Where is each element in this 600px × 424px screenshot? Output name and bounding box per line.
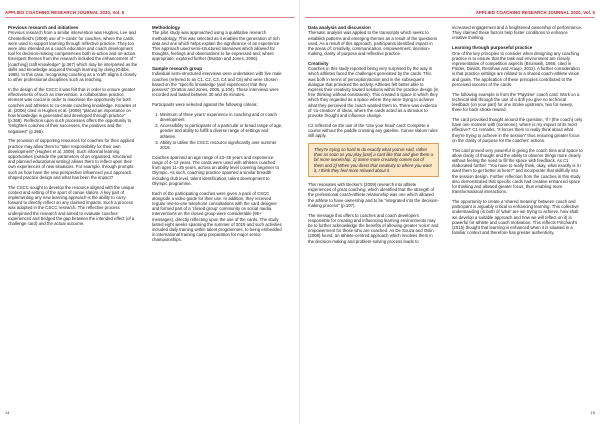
paragraph: Individual semi-structured interviews were undertaken with five male coaches (referred to as C1, C2, C3, C4 and C5) who were chosen based on the "specific knowledge (and experience) that they possess" (Gratton and Jones, 2005, p.104). These interviews were recorded and lasted between 30 and 45 minutes. — [152, 71, 282, 98]
paragraph: Each of the participating coaches were given a pack of CSCC alongside a video guide for their use. In addition, they received regular one-to-one telephone consultations with the card designer and formed part of a 'closed group' community on social media. Interventions on the closed group were considerable (95+ messages), directly reflecting upon the use of the cards. The study lasted eight weeks spanning the summer of 2019 and such activities included daily training within talent programmes, to being embedded in international training camp preparation for major senior championships. — [152, 190, 282, 243]
paragraph: In the design of the CSCC it was felt that in order to ensure greater effectiveness of such an intervention, a collaborative practice element was crucial in order to maximise the opportunity for both coaches and athletes to co-create coaching knowledge. Knowles et al. (2006) cited in Hughes et al. (2009) "placed an importance on how knowledge is generated and developed through practice" (p.368). Reflection upon such processes offers the opportunity to "enlighten coaches of their successes, the positives and the negatives" (p.368). — [8, 86, 137, 134]
paragraph: The card provoked thought around the question, 'If I (the coach) only have one moment with (someone), where is my impact at its most effective?' C1 remarks, "it forces them to really think about what they're trying to achieve in the session" thus ensuring greater focus on the clarity of purpose for the coaches' actions. — [452, 116, 583, 143]
header-rule-right — [305, 17, 595, 18]
paragraph: Coaches in this study reported being very surprised by the way in which athletes faced the challenges generated by the cards. This was both in terms of perception/action and in the subsequent dialogue that provoked the activity. Athletes felt better able to express their creativity toward solutions within the practice design (in free thinking without constraints). This created a space in which they which they regarded as a space where they were trying to achieve what they perceived the coach wanted them to. There was evidence of 'co-creation' of ideas, where the cards acted as a stimulus to provoke thought and influence change. — [308, 66, 439, 119]
page-number-right: 15 — [590, 410, 595, 415]
paragraph: increased engagement and a heightened ownership of performance. They claimed these factors help foster conditions to enhance creative thinking. — [452, 25, 583, 41]
paragraph: The CSCC sought to develop the resource aligned with the unique context and setting of the sport of canoe slalom. A key part of implementing any new learning approach is the ability to carry-forward to directly reflect on any claimed impacts. Such a process was adopted in the CSCC research. The reflective process underpinned the research and aimed to evaluate coaches' experiences and bridged the gap between the intended effect (of a challenge card) and the actual outcome. — [8, 184, 135, 226]
section-heading-previous-research: Previous research and initiatives — [8, 25, 79, 30]
right-page — [300, 0, 600, 424]
column-1 — [8, 25, 139, 415]
paragraph: The pilot study was approached using a qualitative research methodology. This was selected as it enables the generation of rich data and one which helps explain the significance of an experience. This approach used semi-structured interviews which allowed for thoughts, feelings and observations to be expressed and, where appropriate, explored further (Bratton and Jones, 2005). — [152, 30, 281, 62]
criteria-list — [152, 112, 283, 150]
criteria-item: 2. Accessibility to participants of a particular or broad range of age, gender and ability to fulfill a diverse range of settings and athletes — [160, 123, 283, 139]
column-2 — [152, 25, 283, 415]
paragraph: Participants were selected against the following criteria: — [152, 102, 258, 108]
section-heading-data-analysis: Data analysis and discussion — [308, 25, 371, 30]
criteria-item: 3. Ability to utilise the CSCC resource significantly over summer 2019. — [160, 140, 283, 150]
section-heading-creativity: Creativity — [308, 60, 329, 66]
section-heading-sample-group: Sample research group — [152, 66, 203, 72]
paragraph: Thematic analysis was applied to the transcripts which seeks to establish patterns and emerging themes as a result of the questions used. As a result of this approach, participants identified impact in the areas of: creativity, communication, empowerment, decision-making, clarity of purpose and reflective practice. — [308, 30, 437, 57]
criteria-item: 1. Minimum of three years' experience in coaching and or coach development — [160, 112, 283, 122]
paragraph: Coaches spanned an age range of 23–35 years and experience range of 4–12 years. The cards were used with athletes coached from ages 11–35 years, across an ability level covering beginner to Olympic. As such, coaching practice spanned a similar breadth including club level, talent identification, talent development to Olympic programme. — [152, 154, 279, 186]
paragraph: This resonates with Becker's (2009) research into athlete experiences of great coaching, which identified that the strength of the professional coach-athlete relationship was one which allowed the athlete to have ownership and to be "integrated into the decision-making process" (p.107). — [308, 182, 439, 208]
page-number-left: 14 — [5, 410, 10, 415]
paragraph: This card proved very powerful in giving the coach time and space to allow clarity of thought and the ability to observe things more clearly without feeling the need to fill the space with feedback. As C1 elaborated further: "You have to really think, okay, what exactly is it I want them to get better at here?" and incorporate that skillfully into the session design. Further reflection from the coaches in this study also demonstrated that specific cards had creative enhanced space for thinking and allowed greater focus, thus enabling more transformational interactions. — [452, 147, 583, 195]
running-head-right: APPLIED COACHING RESEARCH JOURNAL 2020, Vol. 5 — [475, 10, 595, 15]
pull-quote-box: They're trying so hard to do exactly what you've said, rather than as soon as you play [use] a card like that and give them a bit more ownership: 1) Some more creativity comes out of them and 2) When you direct that creativity to where you want it, I think they feel more relaxed about it. — [308, 143, 439, 177]
running-head-left: APPLIED COACHING RESEARCH JOURNAL 2020, Vol. 5 — [5, 10, 125, 15]
paragraph: The provision of supporting resources for coaches for their applied practice may allow them to "take responsibility for their own development" (Hughes et al. 2009). Such informal learning opportunities (outside the parameters of an organised, structured and planned educational setting) allows them to reflect upon their own experiences of new situations. For example, through prompts such as how have the new perspective influenced your approach, shaped practice design and what has been the impact? — [8, 138, 135, 180]
section-heading-methodology: Methodology — [152, 25, 180, 30]
header-rule-left — [5, 17, 295, 18]
section-heading-learning: Learning through purposeful practice — [452, 45, 533, 51]
paragraph: The opportunity to create a 'shared meaning' between coach and participant is arguably critical to enhancing learning. This collective understanding (in both of 'what' are we trying to achieve, how shall we develop a suitable approach and how we will reflect on it) is powerful for athlete and coach motivation. This reflects Pritchard's (2015) thought that learning is enhanced when it is situated in a familiar context and therefore has greater authenticity. — [452, 198, 579, 236]
paragraph: One of the key principles to consider when designing any coaching practice is to ensure that the task and environment are closely representative of competition aspects (Brunswik, 1956, cited in Pinder, Davids, Renshaw and Araujo, 2011). A further consideration is that practice settings are related to a shared coach-athlete vision and goals. The application of these principles contributed to the perceived success of the cards. — [452, 50, 580, 87]
paragraph: The message this offers to coaches and coach developers responsible for creating and influencing learning environments may be to further acknowledge the benefits of allowing greater 'voice' and empowerment for those who are coached. As De Souza and Oslin (2008) found, an athlete-centred approach which involves them in the decision-making and problem-solving process leads to — [308, 212, 439, 244]
paragraph: C2 reflected on the use of the 'Use your head' card: Complete a course without the paddle crossing any gateline. Canoe slalom rules still apply. — [308, 122, 438, 139]
paragraph: The following example is from the 'Playtime' coach card: Work on a technical skill through the use of a drill you give no technical feedback (on your part) for one stroke upstream, two for sweep, three for back stroke reward. — [452, 91, 580, 113]
column-3 — [308, 25, 439, 415]
column-4 — [452, 25, 583, 415]
paragraph: Previous research from a similar intervention was Hughes, Lee and Chesterfield's (2009) use of 'I–cards' for coaches, where the cards were used to support learning through reflective practice. They too were also intended as a coach education and coach development tool for decision-making competencies both in-action and on-action. Emergent themes from the research included the enhancement of "[coaching] craft knowledge" (p.367) which may be interpreted as the skills and knowledge acquired through learning by doing (Gibbs, 1988). In this case, recognising coaching as a 'craft' aligns it closely to other professional disciplines such as teaching. — [8, 30, 138, 83]
